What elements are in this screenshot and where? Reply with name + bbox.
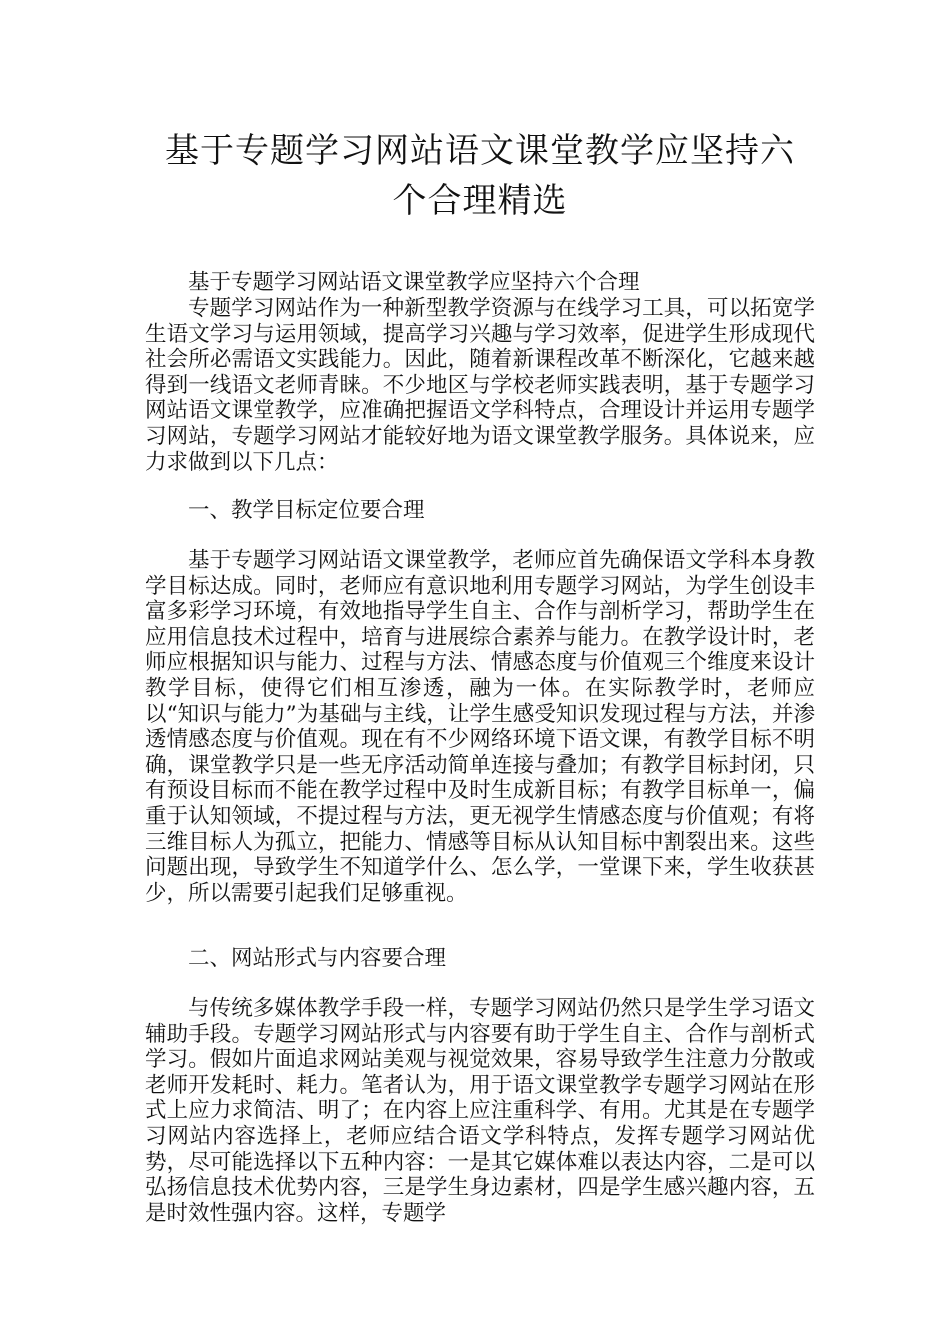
title-line-2: 个合理精选 [392,181,568,221]
section-1-heading: 一、教学目标定位要合理 [188,498,425,523]
section-2-heading: 二、网站形式与内容要合理 [188,946,447,971]
document-subtitle: 基于专题学习网站语文课堂教学应坚持六个合理 [188,270,640,295]
document-title [140,126,820,226]
intro-paragraph: 专题学习网站作为一种新型教学资源与在线学习工具，可以拓宽学生语文学习与运用领域，提高学习兴趣与学习效率，促进学生形成现代社会所必需语文实践能力。因此，随着新课程改革不断深化，它越来越得到一线语文老师青睐。不少地区与学校老师实践表明，基于专题学习网站语文课堂教学，应准确把握语文学科特点，合理设计并运用专题学习网站，专题学习网站才能较好地为语文课堂教学服务。具体说来，应力求做到以下几点： [145,296,815,475]
title-line-1: 基于专题学习网站语文课堂教学应坚持六 [165,131,795,171]
section-2-paragraph: 与传统多媒体教学手段一样，专题学习网站仍然只是学生学习语文辅助手段。专题学习网站形式与内容要有助于学生自主、合作与剖析式学习。假如片面追求网站美观与视觉效果，容易导致学生注意力分散或老师开发耗时、耗力。笔者认为，用于语文课堂教学专题学习网站在形式上应力求简洁、明了；在内容上应注重科学、有用。尤其是在专题学习网站内容选择上，老师应结合语文学科特点，发挥专题学习网站优势，尽可能选择以下五种内容：一是其它媒体难以表达内容，二是可以弘扬信息技术优势内容，三是学生身边素材，四是学生感兴趣内容，五是时效性强内容。这样，专题学 [145,996,815,1226]
section-1-paragraph: 基于专题学习网站语文课堂教学，老师应首先确保语文学科本身教学目标达成。同时，老师应有意识地利用专题学习网站，为学生创设丰富多彩学习环境，有效地指导学生自主、合作与剖析学习，帮助学生在应用信息技术过程中，培育与进展综合素养与能力。在教学设计时，老师应根据知识与能力、过程与方法、情感态度与价值观三个维度来设计教学目标，使得它们相互渗透，融为一体。在实际教学时，老师应以“知识与能力”为基础与主线，让学生感受知识发现过程与方法，并渗透情感态度与价值观。现在有不少网络环境下语文课，有教学目标不明确，课堂教学只是一些无序活动简单连接与叠加；有教学目标封闭，只有预设目标而不能在教学过程中及时生成新目标；有教学目标单一，偏重于认知领域，不提过程与方法，更无视学生情感态度与价值观；有将三维目标人为孤立，把能力、情感等目标从认知目标中割裂出来。这些问题出现，导致学生不知道学什么、怎么学，一堂课下来，学生收获甚少，所以需要引起我们足够重视。 [145,548,815,906]
